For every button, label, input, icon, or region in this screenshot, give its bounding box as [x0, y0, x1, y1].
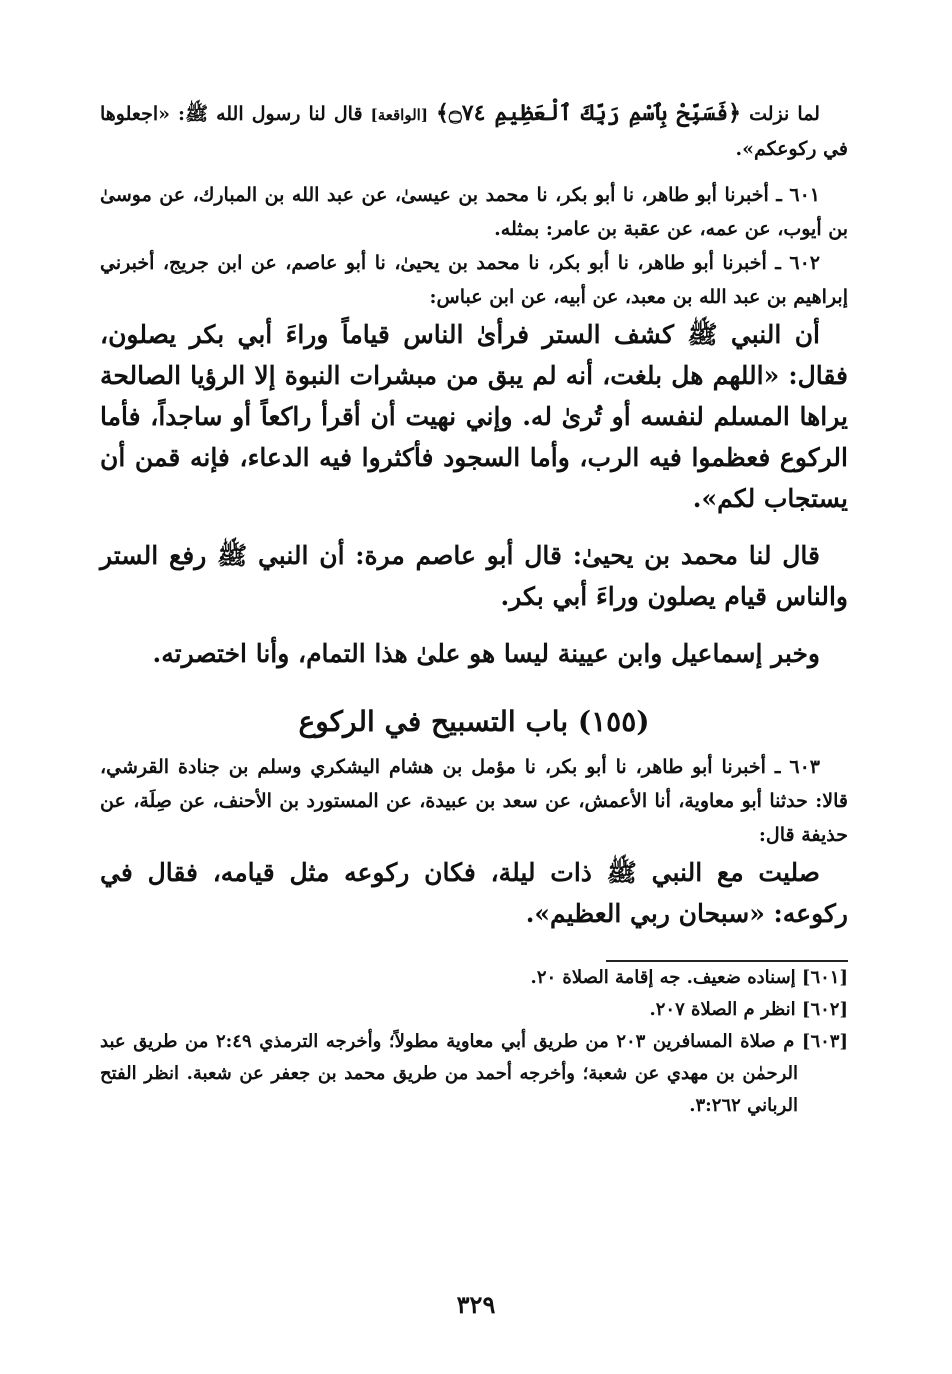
footnote-601: [٦٠١] إسناده ضعيف. جه إقامة الصلاة ٢٠. — [530, 967, 848, 988]
footnote-603: [٦٠٣] م صلاة المسافرين ٢٠٣ من طريق أبي معاوية مطولاً؛ وأخرجه الترمذي ٢:٤٩ من طريق عبد الرحمٰن بن مهدي عن شعبة؛ وأخرجه أحمد من طريق محمد بن جعفر عن شعبة. انظر الفتح الرباني ٣:٢٦٢. — [100, 1031, 849, 1116]
page-body — [100, 96, 848, 1122]
hadith-602-note-a: قال لنا محمد بن يحيىٰ: قال أبو عاصم مرة: أن النبي ﷺ رفع الستر والناس قيام يصلون وراءَ أبي بكر. — [100, 541, 848, 611]
paragraph-verse-intro — [100, 96, 848, 166]
hadith-603-isnad: ٦٠٣ ـ أخبرنا أبو طاهر، نا أبو بكر، نا مؤمل بن هشام اليشكري وسلم بن جنادة القرشي، قالا: حدثنا أبو معاوية، أنا الأعمش، عن سعد بن عبيدة، عن المستورد بن الأحنف، عن صِلَة، عن حذيفة قال: — [100, 756, 848, 846]
surah-name: [الواقعة] — [370, 106, 428, 124]
chapter-heading: (١٥٥) باب التسبيح في الركوع — [298, 705, 650, 738]
hadith-602-note-b: وخبر إسماعيل وابن عيينة ليسا هو علىٰ هذا التمام، وأنا اختصرته. — [152, 639, 820, 668]
hadith-601-isnad: ٦٠١ ـ أخبرنا أبو طاهر، نا أبو بكر، نا محمد بن عيسىٰ، عن عبد الله بن المبارك، عن موسىٰ بن أيوب، عن عمه، عن عقبة بن عامر: بمثله. — [100, 184, 848, 240]
verse-intro-continuation: قال لنا رسول الله ﷺ: «اجعلوها في ركوعكم». — [100, 103, 848, 160]
page-number: ٣٢٩ — [456, 1290, 496, 1319]
hadith-603-matn: صليت مع النبي ﷺ ذات ليلة، فكان ركوعه مثل قيامه، فقال في ركوعه: «سبحان ربي العظيم». — [100, 858, 848, 928]
hadith-602-matn: أن النبي ﷺ كشف الستر فرأىٰ الناس قياماً وراءَ أبي بكر يصلون، فقال: «اللهم هل بلغت، أنه لم يبق من مبشرات النبوة إلا الرؤيا الصالحة يراها المسلم لنفسه أو تُرىٰ له. وإني نهيت أن أقرأ راكعاً أو ساجداً، فأما الركوع فعظموا فيه الرب، وأما السجود فأكثروا فيه الدعاء، فإنه قمن أن يستجاب لكم». — [100, 320, 848, 513]
hadith-602-isnad: ٦٠٢ ـ أخبرنا أبو طاهر، نا أبو بكر، نا محمد بن يحيىٰ، نا أبو عاصم، عن ابن جريج، أخبرني إبراهيم بن عبد الله بن معبد، عن أبيه، عن ابن عباس: — [100, 252, 848, 308]
verse-intro-text: لما نزلت — [749, 103, 820, 125]
quran-verse: ﴿فَسَبِّحْ بِٱسْمِ رَبِّكَ ٱلْعَظِيمِ ۝٧٤﴾ — [436, 100, 742, 126]
footnote-602: [٦٠٢] انظر م الصلاة ٢٠٧. — [649, 999, 848, 1020]
